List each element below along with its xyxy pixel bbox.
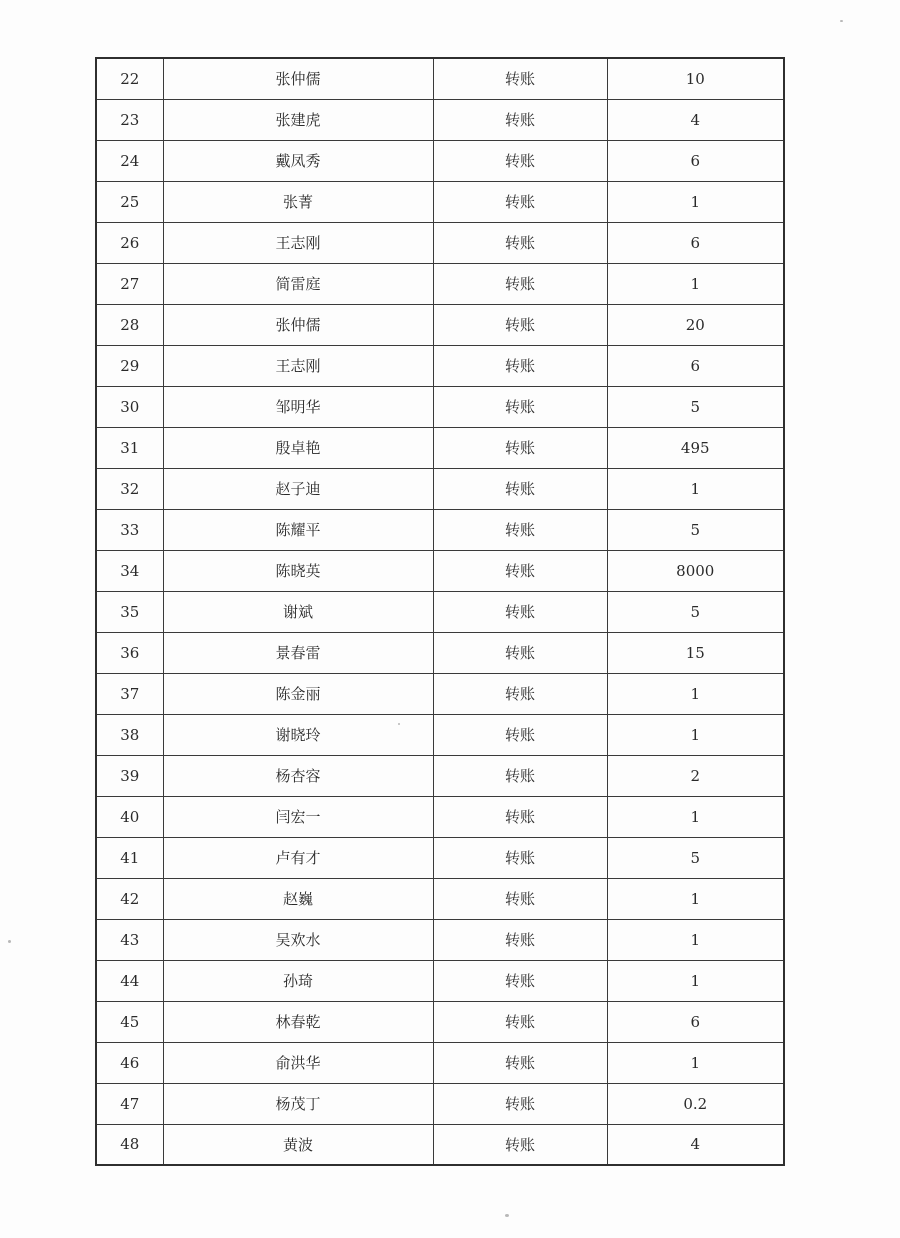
- donor-name-cell: 闫宏一: [163, 796, 433, 837]
- amount-cell: 4: [607, 99, 784, 140]
- table-row: [96, 1042, 784, 1083]
- payment-method-cell: 转账: [433, 509, 607, 550]
- payment-method-cell: 转账: [433, 58, 607, 99]
- amount-cell: 5: [607, 591, 784, 632]
- payment-method-cell: 转账: [433, 222, 607, 263]
- row-number-cell: 39: [96, 755, 163, 796]
- donor-name-cell: 黄波: [163, 1124, 433, 1165]
- donor-name-cell: 杨杏容: [163, 755, 433, 796]
- ledger-body: [96, 58, 784, 1165]
- payment-method-cell: 转账: [433, 427, 607, 468]
- amount-cell: 6: [607, 345, 784, 386]
- row-number-cell: 40: [96, 796, 163, 837]
- payment-method-cell: 转账: [433, 1083, 607, 1124]
- table-row: [96, 591, 784, 632]
- amount-cell: 1: [607, 714, 784, 755]
- payment-method-cell: 转账: [433, 1001, 607, 1042]
- amount-cell: 5: [607, 837, 784, 878]
- donor-name-cell: 杨茂丁: [163, 1083, 433, 1124]
- donor-name-cell: 陈金丽: [163, 673, 433, 714]
- table-row: [96, 58, 784, 99]
- donor-name-cell: 张菁: [163, 181, 433, 222]
- payment-method-cell: 转账: [433, 550, 607, 591]
- table-row: [96, 919, 784, 960]
- donor-name-cell: 王志刚: [163, 222, 433, 263]
- donor-name-cell: 吴欢水: [163, 919, 433, 960]
- donor-name-cell: 景春雷: [163, 632, 433, 673]
- row-number-cell: 28: [96, 304, 163, 345]
- table-row: [96, 673, 784, 714]
- amount-cell: 5: [607, 386, 784, 427]
- row-number-cell: 48: [96, 1124, 163, 1165]
- row-number-cell: 43: [96, 919, 163, 960]
- payment-method-cell: 转账: [433, 878, 607, 919]
- table-row: [96, 755, 784, 796]
- payment-method-cell: 转账: [433, 919, 607, 960]
- donor-name-cell: 谢斌: [163, 591, 433, 632]
- payment-method-cell: 转账: [433, 386, 607, 427]
- amount-cell: 5: [607, 509, 784, 550]
- amount-cell: 20: [607, 304, 784, 345]
- payment-method-cell: 转账: [433, 960, 607, 1001]
- amount-cell: 1: [607, 878, 784, 919]
- table-row: [96, 632, 784, 673]
- donor-name-cell: 王志刚: [163, 345, 433, 386]
- donor-name-cell: 简雷庭: [163, 263, 433, 304]
- donor-name-cell: 卢有才: [163, 837, 433, 878]
- table-row: [96, 140, 784, 181]
- table-row: [96, 263, 784, 304]
- table-row: [96, 1124, 784, 1165]
- donor-name-cell: 戴凤秀: [163, 140, 433, 181]
- payment-method-cell: 转账: [433, 1042, 607, 1083]
- donor-name-cell: 赵巍: [163, 878, 433, 919]
- donor-name-cell: 邹明华: [163, 386, 433, 427]
- row-number-cell: 45: [96, 1001, 163, 1042]
- donor-name-cell: 林春乾: [163, 1001, 433, 1042]
- amount-cell: 6: [607, 1001, 784, 1042]
- row-number-cell: 24: [96, 140, 163, 181]
- amount-cell: 6: [607, 140, 784, 181]
- amount-cell: 1: [607, 181, 784, 222]
- payment-method-cell: 转账: [433, 99, 607, 140]
- row-number-cell: 47: [96, 1083, 163, 1124]
- table-row: [96, 345, 784, 386]
- payment-method-cell: 转账: [433, 263, 607, 304]
- payment-method-cell: 转账: [433, 714, 607, 755]
- amount-cell: 10: [607, 58, 784, 99]
- payment-method-cell: 转账: [433, 468, 607, 509]
- amount-cell: 495: [607, 427, 784, 468]
- amount-cell: 6: [607, 222, 784, 263]
- row-number-cell: 35: [96, 591, 163, 632]
- amount-cell: 0.2: [607, 1083, 784, 1124]
- payment-method-cell: 转账: [433, 755, 607, 796]
- amount-cell: 1: [607, 1042, 784, 1083]
- row-number-cell: 22: [96, 58, 163, 99]
- table-row: [96, 181, 784, 222]
- table-row: [96, 427, 784, 468]
- table-row: [96, 837, 784, 878]
- row-number-cell: 37: [96, 673, 163, 714]
- row-number-cell: 41: [96, 837, 163, 878]
- table-row: [96, 1083, 784, 1124]
- row-number-cell: 30: [96, 386, 163, 427]
- payment-method-cell: 转账: [433, 304, 607, 345]
- donor-name-cell: 张仲儒: [163, 58, 433, 99]
- row-number-cell: 44: [96, 960, 163, 1001]
- donor-name-cell: 谢晓玲: [163, 714, 433, 755]
- table-row: [96, 550, 784, 591]
- table-row: [96, 468, 784, 509]
- amount-cell: 1: [607, 468, 784, 509]
- amount-cell: 1: [607, 796, 784, 837]
- amount-cell: 1: [607, 919, 784, 960]
- row-number-cell: 32: [96, 468, 163, 509]
- table-row: [96, 1001, 784, 1042]
- payment-method-cell: 转账: [433, 673, 607, 714]
- payment-method-cell: 转账: [433, 345, 607, 386]
- row-number-cell: 29: [96, 345, 163, 386]
- row-number-cell: 23: [96, 99, 163, 140]
- payment-method-cell: 转账: [433, 591, 607, 632]
- table-row: [96, 222, 784, 263]
- row-number-cell: 46: [96, 1042, 163, 1083]
- donor-name-cell: 陈晓英: [163, 550, 433, 591]
- donor-name-cell: 俞洪华: [163, 1042, 433, 1083]
- scan-speck: [840, 20, 843, 22]
- amount-cell: 1: [607, 673, 784, 714]
- table-row: [96, 796, 784, 837]
- payment-method-cell: 转账: [433, 181, 607, 222]
- amount-cell: 1: [607, 263, 784, 304]
- row-number-cell: 33: [96, 509, 163, 550]
- table-row: [96, 509, 784, 550]
- row-number-cell: 34: [96, 550, 163, 591]
- table-row: [96, 960, 784, 1001]
- amount-cell: 15: [607, 632, 784, 673]
- scan-speck: [505, 1214, 509, 1217]
- payment-method-cell: 转账: [433, 1124, 607, 1165]
- amount-cell: 8000: [607, 550, 784, 591]
- donor-name-cell: 赵子迪: [163, 468, 433, 509]
- amount-cell: 2: [607, 755, 784, 796]
- amount-cell: 1: [607, 960, 784, 1001]
- donor-name-cell: 陈耀平: [163, 509, 433, 550]
- row-number-cell: 36: [96, 632, 163, 673]
- table-row: [96, 99, 784, 140]
- donor-name-cell: 殷卓艳: [163, 427, 433, 468]
- payment-method-cell: 转账: [433, 837, 607, 878]
- payment-method-cell: 转账: [433, 632, 607, 673]
- donation-ledger-table: [95, 57, 785, 1166]
- table-row: [96, 386, 784, 427]
- row-number-cell: 42: [96, 878, 163, 919]
- table-row: [96, 878, 784, 919]
- row-number-cell: 31: [96, 427, 163, 468]
- amount-cell: 4: [607, 1124, 784, 1165]
- donor-name-cell: 张建虎: [163, 99, 433, 140]
- donor-name-cell: 张仲儒: [163, 304, 433, 345]
- scan-speck: [8, 940, 11, 943]
- payment-method-cell: 转账: [433, 796, 607, 837]
- donor-name-cell: 孙琦: [163, 960, 433, 1001]
- payment-method-cell: 转账: [433, 140, 607, 181]
- row-number-cell: 26: [96, 222, 163, 263]
- table-row: [96, 714, 784, 755]
- row-number-cell: 38: [96, 714, 163, 755]
- row-number-cell: 27: [96, 263, 163, 304]
- table-row: [96, 304, 784, 345]
- scan-speck: [398, 723, 400, 725]
- row-number-cell: 25: [96, 181, 163, 222]
